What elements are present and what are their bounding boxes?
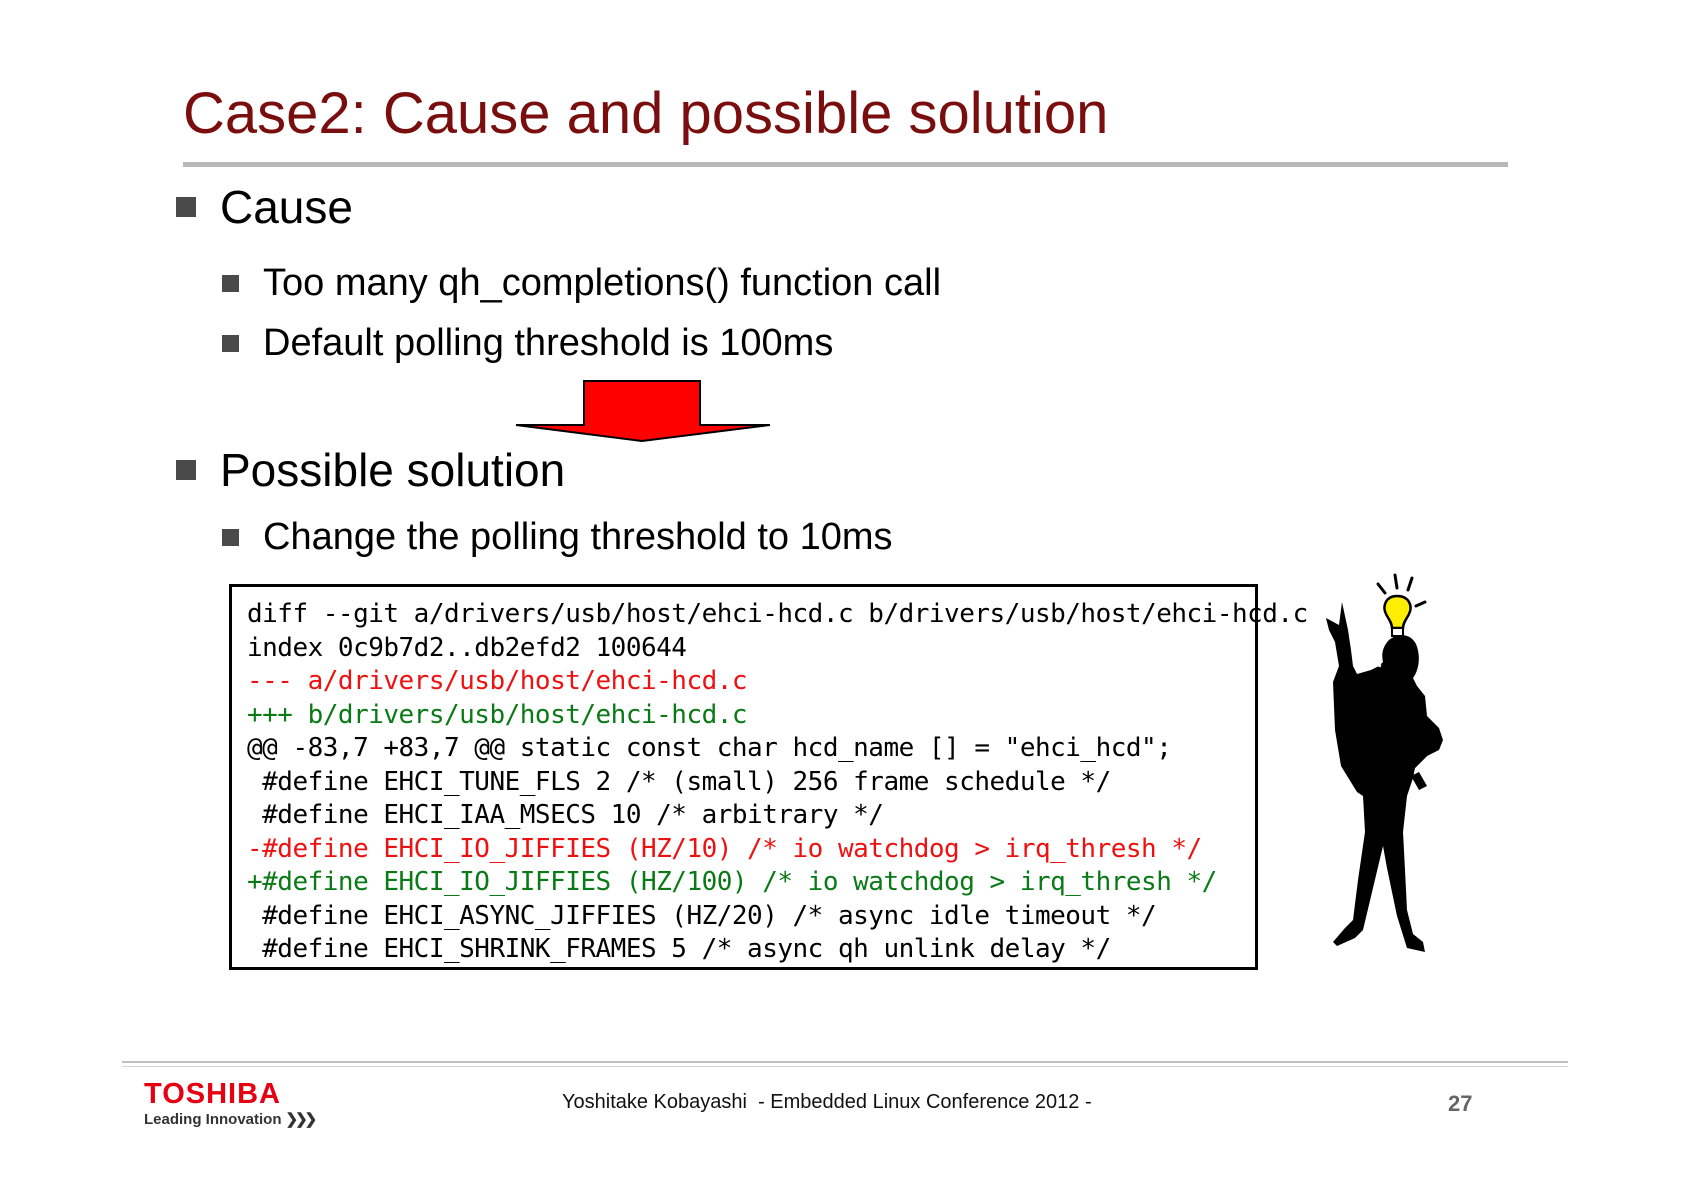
cause-heading-bullet <box>176 180 353 234</box>
cause-item <box>222 262 941 305</box>
square-bullet-icon <box>176 197 196 217</box>
idea-person-icon <box>1315 570 1465 970</box>
brand-tagline-text: Leading Innovation <box>144 1111 282 1128</box>
cause-heading: Cause <box>220 181 353 233</box>
toshiba-logo <box>144 1079 314 1130</box>
code-line-removed: -#define EHCI_IO_JIFFIES (HZ/10) /* io watchdog > irq_thresh */ <box>247 833 1202 864</box>
brand-name: TOSHIBA <box>144 1078 281 1110</box>
chevrons-icon: ❯❯❯ <box>285 1111 315 1128</box>
code-line: #define EHCI_IAA_MSECS 10 /* arbitrary */ <box>247 800 884 830</box>
diff-code-box <box>229 584 1308 970</box>
brand-tagline <box>144 1110 314 1130</box>
code-line-added-file: +++ b/drivers/usb/host/ehci-hcd.c <box>247 699 748 730</box>
code-line-hunk-header: @@ -83,7 +83,7 @@ static const char hcd_name [] = "ehci_hcd"; <box>247 733 1172 763</box>
solution-item-text: Change the polling threshold to 10ms <box>263 516 893 558</box>
presenter-info: Yoshitake Kobayashi - Embedded Linux Conference 2012 - <box>562 1091 1092 1113</box>
code-line-removed-file: --- a/drivers/usb/host/ehci-hcd.c <box>247 666 748 696</box>
square-bullet-icon <box>222 335 239 352</box>
cause-item <box>222 322 833 365</box>
code-line: #define EHCI_SHRINK_FRAMES 5 /* async qh unlink delay */ <box>247 934 1111 964</box>
footer-divider-thin <box>122 1066 1568 1067</box>
cause-item-text: Default polling threshold is 100ms <box>263 322 834 364</box>
slide-title: Case2: Cause and possible solution <box>183 81 1109 146</box>
page-number: 27 <box>1448 1091 1473 1116</box>
square-bullet-icon <box>222 275 239 292</box>
title-divider <box>183 162 1508 167</box>
code-line: #define EHCI_ASYNC_JIFFIES (HZ/20) /* async idle timeout */ <box>247 900 1157 931</box>
footer-divider <box>122 1061 1568 1063</box>
solution-heading-bullet <box>176 443 565 497</box>
square-bullet-icon <box>222 529 239 546</box>
code-line: diff --git a/drivers/usb/host/ehci-hcd.c b/drivers/usb/host/ehci-hcd.c <box>247 599 1308 629</box>
code-line: index 0c9b7d2..db2efd2 100644 <box>247 632 687 663</box>
solution-heading: Possible solution <box>220 444 566 496</box>
solution-item <box>222 516 893 559</box>
square-bullet-icon <box>176 460 196 480</box>
code-line: #define EHCI_TUNE_FLS 2 /* (small) 256 frame schedule */ <box>247 766 1111 797</box>
code-line-added: +#define EHCI_IO_JIFFIES (HZ/100) /* io watchdog > irq_thresh */ <box>247 867 1217 897</box>
down-arrow-icon <box>514 379 774 443</box>
cause-item-text: Too many qh_completions() function call <box>263 262 942 304</box>
